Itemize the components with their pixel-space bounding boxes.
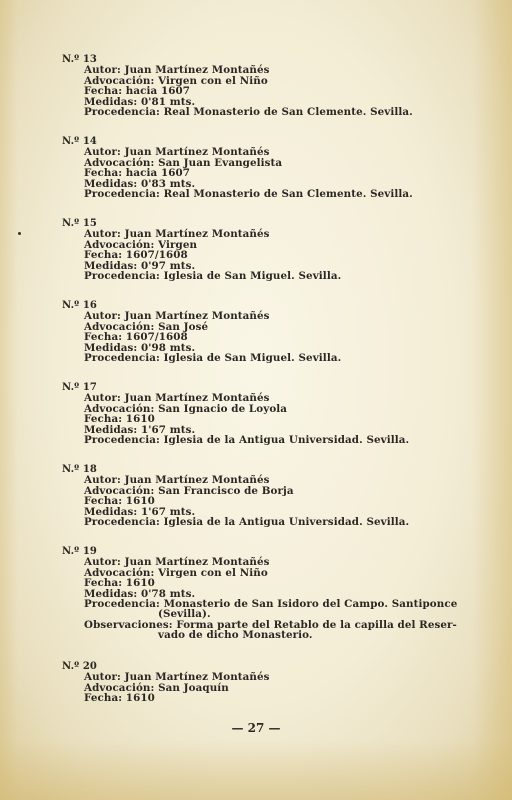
page-edge-right (472, 0, 512, 800)
page-number: — 27 — (231, 721, 281, 735)
entry-number: N.º 20 (62, 661, 97, 672)
entry-autor: Autor: Juan Martínez Montañés (84, 671, 270, 684)
entry-number: N.º 19 (62, 546, 97, 557)
catalog-entry-13 (62, 55, 462, 117)
entry-procedencia: Procedencia: Iglesia de la Antigua Universidad. Sevilla. (84, 516, 410, 529)
entry-number: N.º 13 (62, 54, 97, 65)
entry-medidas: Medidas: 0'98 mts. (84, 341, 196, 354)
entry-number: N.º 14 (62, 136, 97, 147)
entry-advocacion: Advocación: San Ignacio de Loyola (84, 402, 288, 415)
entry-number: N.º 17 (62, 382, 97, 393)
entry-medidas: Medidas: 0'97 mts. (84, 259, 196, 272)
entry-autor: Autor: Juan Martínez Montañés (84, 474, 270, 487)
catalog-entry-19 (62, 547, 462, 641)
catalog-entry-17 (62, 383, 462, 445)
entry-advocacion: Advocación: Virgen (84, 238, 198, 251)
entry-procedencia: Procedencia: Real Monasterio de San Clemente. Sevilla. (84, 106, 413, 119)
entry-procedencia: Procedencia: Monasterio de San Isidoro del Campo. Santiponce (84, 598, 458, 611)
catalog-entry-15 (62, 219, 462, 281)
entry-medidas: Medidas: 0'83 mts. (84, 177, 196, 190)
entry-autor: Autor: Juan Martínez Montañés (84, 392, 270, 405)
entry-fecha: Fecha: hacia 1607 (84, 167, 191, 180)
entry-autor: Autor: Juan Martínez Montañés (84, 64, 270, 77)
entry-autor: Autor: Juan Martínez Montañés (84, 310, 270, 323)
entry-number: N.º 15 (62, 218, 97, 229)
catalog-entry-14 (62, 137, 462, 199)
entry-procedencia: Procedencia: Iglesia de San Miguel. Sevilla. (84, 352, 342, 365)
entry-number: N.º 18 (62, 464, 97, 475)
entry-advocacion: Advocación: Virgen con el Niño (84, 566, 268, 579)
entry-autor: Autor: Juan Martínez Montañés (84, 556, 270, 569)
entry-medidas: Medidas: 1'67 mts. (84, 423, 196, 436)
entry-advocacion: Advocación: Virgen con el Niño (84, 74, 268, 87)
entry-procedencia: Procedencia: Iglesia de San Miguel. Sevilla. (84, 270, 342, 283)
entry-number: N.º 16 (62, 300, 97, 311)
page-edge-bottom (0, 740, 512, 800)
entry-autor: Autor: Juan Martínez Montañés (84, 146, 270, 159)
entry-observaciones-continuation: vado de dicho Monasterio. (158, 629, 313, 642)
entry-procedencia: Procedencia: Iglesia de la Antigua Universidad. Sevilla. (84, 434, 410, 447)
entry-medidas: Medidas: 0'81 mts. (84, 95, 196, 108)
entry-fecha: Fecha: 1610 (84, 495, 155, 508)
ink-speck (18, 232, 21, 235)
entry-medidas: Medidas: 1'67 mts. (84, 505, 196, 518)
entry-advocacion: Advocación: San Francisco de Borja (84, 484, 294, 497)
entry-fecha: Fecha: 1607/1608 (84, 331, 188, 344)
catalog-entry-16 (62, 301, 462, 363)
entry-fecha: Fecha: 1610 (84, 577, 155, 590)
entry-advocacion: Advocación: San Juan Evangelista (84, 156, 283, 169)
entry-fecha: Fecha: hacia 1607 (84, 85, 191, 98)
entry-fecha: Fecha: 1610 (84, 413, 155, 426)
catalog-entry-18 (62, 465, 462, 527)
catalog-entry-20 (62, 662, 462, 704)
entry-advocacion: Advocación: San José (84, 320, 209, 333)
entry-fecha: Fecha: 1610 (84, 692, 155, 705)
entry-autor: Autor: Juan Martínez Montañés (84, 228, 270, 241)
entry-medidas: Medidas: 0'78 mts. (84, 587, 196, 600)
entry-fecha: Fecha: 1607/1608 (84, 249, 188, 262)
entry-advocacion: Advocación: San Joaquín (84, 681, 229, 694)
page-edge-left (0, 0, 18, 800)
entry-procedencia: Procedencia: Real Monasterio de San Clemente. Sevilla. (84, 188, 413, 201)
entry-procedencia-continuation: (Sevilla). (158, 608, 211, 621)
entry-observaciones: Observaciones: Forma parte del Retablo de la capilla del Reser- (84, 618, 457, 631)
